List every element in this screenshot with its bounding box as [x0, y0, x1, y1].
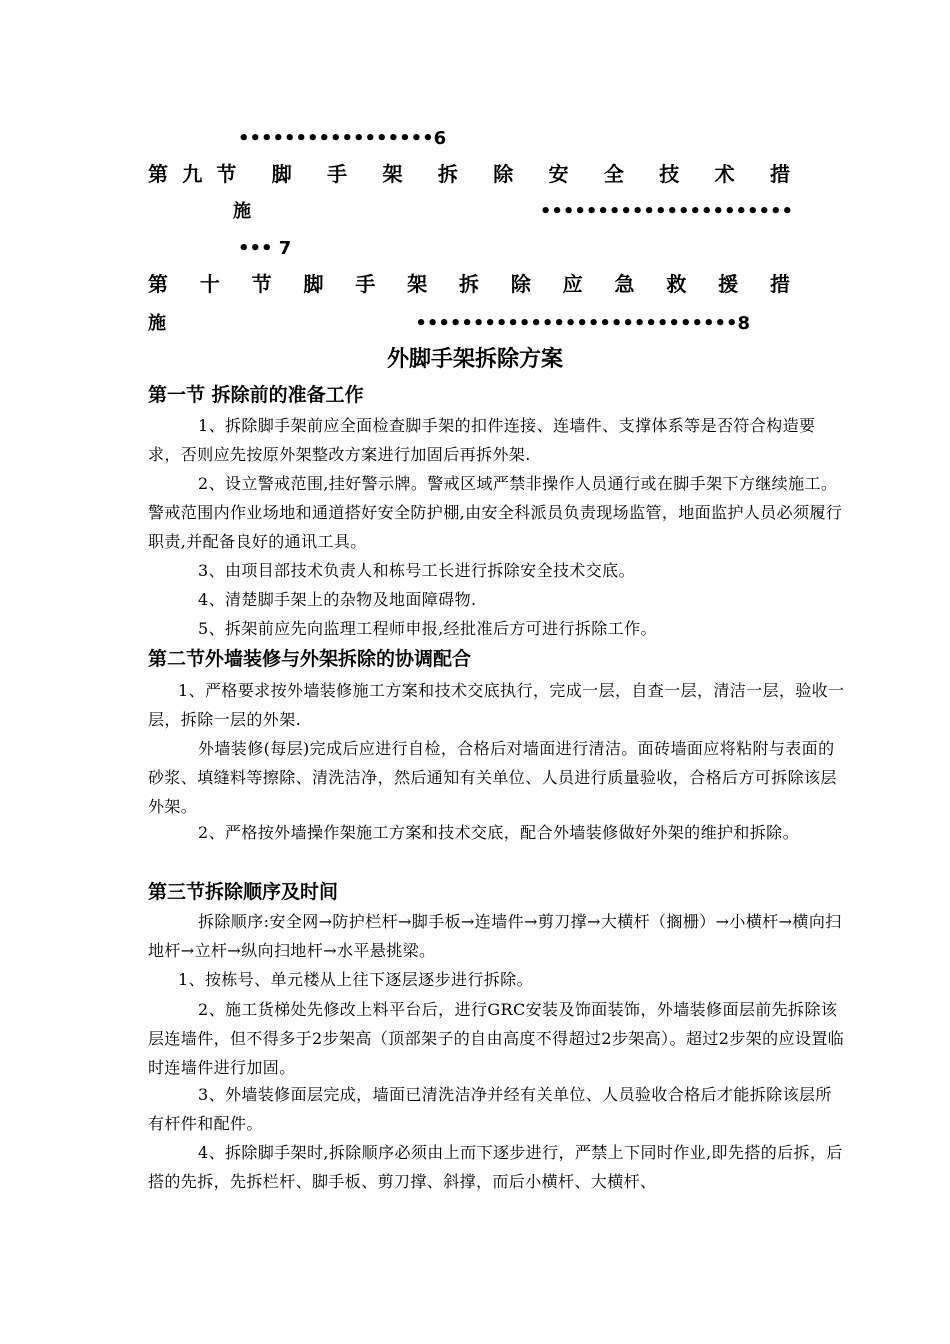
section-1-heading: 第一节 拆除前的准备工作	[148, 384, 364, 406]
section-1-para-5: 5、拆架前应先向监理工程师申报,经批准后方可进行拆除工作。	[198, 619, 657, 638]
toc-entry-ch9-page: ••• 7	[238, 238, 292, 259]
section-2-para-1: 1、严格要求按外墙装修施工方案和技术交底执行，完成一层，自查一层，清洁一层，验收一层，拆除一层的外架.	[148, 681, 845, 729]
section-2-heading: 第二节外墙装修与外架拆除的协调配合	[148, 648, 472, 670]
section-2-para-3: 2、严格按外墙操作架施工方案和技术交底，配合外墙装修做好外架的维护和拆除。	[198, 823, 799, 842]
section-1-para-4: 4、清楚脚手架上的杂物及地面障碍物.	[198, 590, 477, 609]
section-3-para-3: 2、施工货梯处先修改上料平台后，进行GRC安装及饰面装饰，外墙装修面层前先拆除该层连墙件，但不得多于2步架高（顶部架子的自由高度不得超过2步架高）。超过2步架的应设置临时连墙件进行加固。	[148, 1000, 845, 1077]
section-3-para-2: 1、按栋号、单元楼从上往下逐层逐步进行拆除。	[178, 970, 533, 989]
section-1-para-1: 1、拆除脚手架前应全面检查脚手架的扣件连接、连墙件、支撑体系等是否符合构造要求，否则应先按原外架整改方案进行加固后再拆外架.	[148, 416, 816, 464]
toc-entry-ch9-cont: 施 ••••••••••••••••••••••	[233, 201, 793, 222]
section-2-para-2: 外墙装修(每层)完成后应进行自检，合格后对墙面进行清洁。面砖墙面应将粘附与表面的砂浆、填缝料等擦除、清洗洁净，然后通知有关单位、人员进行质量验收，合格后方可拆除该层外架。	[148, 739, 837, 816]
document-title: 外脚手架拆除方案	[386, 347, 563, 372]
toc-entry-ch10: 第 十 节 脚 手 架 拆 除 应 急 救 援 措	[148, 272, 790, 296]
section-3-para-5: 4、拆除脚手架时,拆除顺序必须由上而下逐步进行，严禁上下同时作业,即先搭的后拆，后搭的先拆，先拆栏杆、脚手板、剪刀撑、斜撑，而后小横杆、大横杆、	[148, 1143, 843, 1191]
section-1-para-2: 2、设立警戒范围,挂好警示牌。警戒区域严禁非操作人员通行或在脚手架下方继续施工。警戒范围内作业场地和通道搭好安全防护棚,由安全科派员负责现场监管，地面监护人员必须履行职责,并配备良好的通讯工具。	[148, 474, 843, 551]
toc-entry-ch10-cont: 施 ••••••••••••••••••••••••••••8	[148, 313, 750, 334]
section-3-para-1: 拆除顺序:安全网→防护栏杆→脚手板→连墙件→剪刀撑→大横杆（搁栅）→小横杆→横向扫地杆→立杆→纵向扫地杆→水平悬挑梁。	[148, 912, 842, 960]
toc-entry-ch9: 第九节 脚 手 架 拆 除 安 全 技 术 措	[148, 162, 790, 186]
section-3-heading: 第三节拆除顺序及时间	[148, 881, 339, 903]
section-1-para-3: 3、由项目部技术负责人和栋号工长进行拆除安全技术交底。	[198, 561, 635, 580]
toc-line-dots: •••••••••••••••••6	[238, 128, 447, 149]
section-3-para-4: 3、外墙装修面层完成，墙面已清洗洁净并经有关单位、人员验收合格后才能拆除该层所有杆件和配件。	[148, 1085, 832, 1133]
